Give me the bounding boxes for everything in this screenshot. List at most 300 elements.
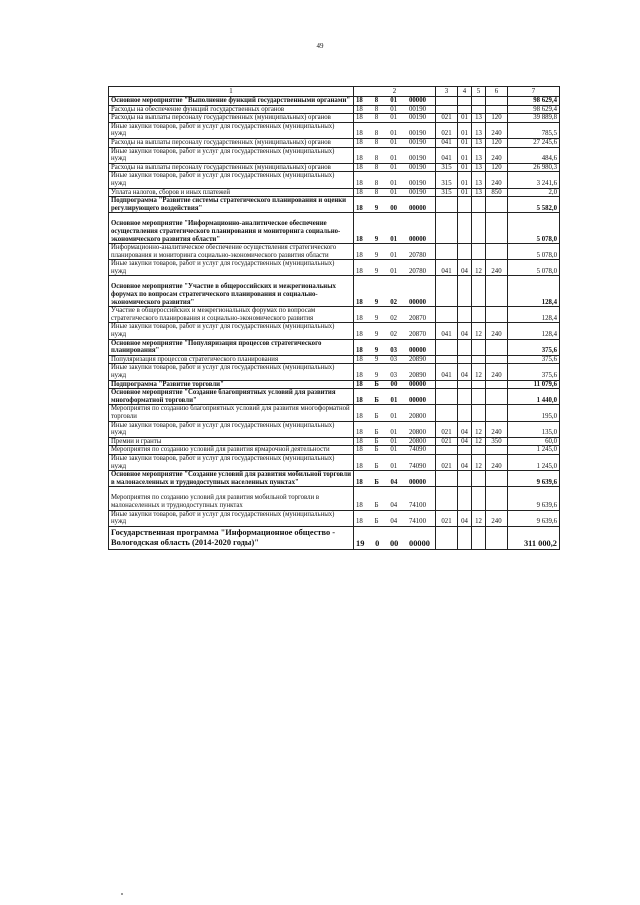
table-row: [109, 355, 560, 364]
row-amount: 375,6: [508, 339, 560, 355]
row-code-part: 9: [374, 204, 379, 212]
row-name-text: Подпрограмма "Развитие системы стратегического планирования и оценки регулирующего воздействия": [111, 197, 347, 212]
row-code-parts: [356, 130, 433, 138]
table-row: [109, 454, 560, 470]
row-code-parts: [356, 114, 433, 122]
row-code-part: 18: [356, 114, 363, 122]
table-row: [109, 163, 560, 172]
row-col-5: 13: [472, 138, 486, 147]
row-code-part: 18: [356, 372, 363, 379]
row-code-part: 20870: [409, 314, 426, 322]
row-code: [354, 197, 436, 213]
row-code-part: 18: [356, 437, 363, 445]
row-name-text: Основное мероприятие "Создание благоприятных условий для развития многоформатной торговли": [111, 389, 336, 404]
row-code-parts: [356, 479, 433, 487]
row-name-text: Подпрограмма "Развитие торговли": [111, 380, 224, 388]
row-name: [109, 213, 354, 244]
row-amount: 785,5: [508, 122, 560, 138]
row-code: [354, 380, 436, 389]
budget-table: [108, 86, 560, 550]
row-name: [109, 114, 354, 123]
row-col-4: 04: [458, 510, 472, 526]
row-col-4: 01: [458, 122, 472, 138]
row-code-part: 00000: [409, 97, 426, 104]
row-col-4: 04: [458, 454, 472, 470]
row-code: [354, 421, 436, 437]
row-code-part: 00000: [409, 298, 426, 306]
row-code-parts: [356, 397, 433, 405]
row-gap: [111, 276, 351, 283]
row-code-part: 00000: [409, 204, 426, 212]
row-code-parts: [356, 331, 433, 339]
row-code-part: 18: [356, 163, 363, 171]
row-code-part: 04: [390, 478, 398, 486]
row-amount: 5 078,0: [508, 213, 560, 244]
row-code-part: 8: [374, 155, 379, 163]
row-col-4: 04: [458, 421, 472, 437]
row-code-part: 00190: [409, 163, 426, 171]
row-col-6: [486, 339, 508, 355]
row-code: [354, 276, 436, 307]
row-col-6: [486, 389, 508, 405]
row-code-part: 9: [374, 372, 379, 379]
row-code-parts: [356, 106, 433, 114]
row-name: [109, 421, 354, 437]
row-code-part: 20780: [409, 251, 426, 259]
row-code-part: 01: [390, 412, 398, 420]
row-code: [354, 138, 436, 147]
row-col-4: [458, 526, 472, 549]
row-col-3: 021: [436, 122, 458, 138]
row-col-4: [458, 213, 472, 244]
row-col-6: [486, 487, 508, 510]
row-name-text: Иные закупки товаров, работ и услуг для государственных (муниципальных) нужд: [111, 147, 335, 163]
row-code-part: 00000: [408, 396, 426, 404]
table-row: [109, 260, 560, 276]
row-name-text: Иные закупки товаров, работ и услуг для государственных (муниципальных) нужд: [111, 260, 335, 275]
row-code-part: 18: [356, 396, 363, 404]
row-code: [354, 405, 436, 421]
row-col-6: [486, 471, 508, 487]
row-name: [109, 526, 354, 549]
table-row: [109, 364, 560, 380]
row-code: [354, 244, 436, 260]
row-code-part: Б: [374, 437, 379, 445]
row-code-parts: [356, 315, 433, 323]
row-col-4: 04: [458, 437, 472, 446]
row-col-6: 120: [486, 138, 508, 147]
row-code: [354, 188, 436, 197]
row-code: [354, 339, 436, 355]
row-code: [354, 147, 436, 163]
row-code-part: Б: [374, 412, 379, 420]
table-row: [109, 526, 560, 549]
row-name: [109, 276, 354, 307]
row-col-5: [472, 526, 486, 549]
row-col-3: 021: [436, 421, 458, 437]
table-row: [109, 510, 560, 526]
row-code-part: 04: [390, 501, 398, 509]
row-code-part: 18: [356, 155, 363, 163]
row-col-5: 13: [472, 172, 486, 188]
row-code-parts: [356, 438, 433, 446]
row-col-3: [436, 307, 458, 323]
row-code-part: 01: [390, 188, 397, 196]
row-name: [109, 188, 354, 197]
row-code: [354, 323, 436, 339]
row-col-4: [458, 355, 472, 364]
row-col-5: [472, 487, 486, 510]
row-code-part: 18: [356, 130, 363, 138]
header-col-7: 7: [508, 87, 560, 97]
row-code: [354, 355, 436, 364]
row-code: [354, 526, 436, 549]
row-name-text: Премии и гранты: [111, 437, 162, 445]
row-code-part: 03: [390, 372, 397, 379]
row-col-3: 021: [436, 454, 458, 470]
row-amount: 60,0: [508, 437, 560, 446]
row-col-3: [436, 487, 458, 510]
row-col-3: 315: [436, 188, 458, 197]
row-col-6: [486, 405, 508, 421]
row-col-5: [472, 197, 486, 213]
row-amount: 1 245,0: [508, 446, 560, 455]
row-name-text: Информационно-аналитическое обеспечение осуществления стратегического планирования и мониторинга социально-экономического развития области: [111, 244, 337, 259]
row-col-3: [436, 389, 458, 405]
row-code-part: 04: [390, 518, 398, 526]
page-number: 49: [316, 42, 324, 50]
row-col-5: 13: [472, 114, 486, 123]
row-code-part: 01: [390, 138, 397, 146]
table-row: [109, 307, 560, 323]
row-code-part: 02: [390, 314, 397, 322]
row-code-part: 01: [390, 429, 398, 437]
row-name-text: Участие в общероссийских и межрегиональных форумах по вопросам стратегического планирования и социально-экономического развития: [111, 307, 316, 322]
row-name-text: Расходы на обеспечение функций государственных органов: [111, 105, 285, 113]
row-code-parts: [356, 372, 433, 380]
row-code: [354, 122, 436, 138]
row-gap: [111, 213, 351, 220]
row-amount: 9 639,6: [508, 510, 560, 526]
row-col-4: [458, 197, 472, 213]
row-code-part: 18: [356, 429, 363, 437]
row-col-4: 01: [458, 188, 472, 197]
row-code: [354, 213, 436, 244]
row-col-6: [486, 97, 508, 106]
row-col-5: 13: [472, 163, 486, 172]
row-name: [109, 389, 354, 405]
table-row: [109, 471, 560, 487]
row-name-text: Мероприятия по созданию условий для развития мобильной торговли в малонаселенных и труднодоступных пунктах: [111, 494, 320, 509]
row-name: [109, 307, 354, 323]
row-code-part: 20780: [409, 267, 426, 275]
row-code-parts: [356, 164, 433, 172]
row-col-4: 04: [458, 323, 472, 339]
table-row: [109, 114, 560, 123]
row-col-5: 13: [472, 188, 486, 197]
row-amount: 375,6: [508, 355, 560, 364]
row-amount: 27 245,6: [508, 138, 560, 147]
row-amount: 484,6: [508, 147, 560, 163]
row-code-part: 01: [390, 267, 397, 275]
header-col-3: 3: [436, 87, 458, 97]
row-amount: 39 889,8: [508, 114, 560, 123]
row-col-4: [458, 446, 472, 455]
row-amount: 9 639,6: [508, 487, 560, 510]
row-col-3: 041: [436, 323, 458, 339]
row-code-part: 00190: [409, 138, 426, 146]
row-name-text: Иные закупки товаров, работ и услуг для государственных (муниципальных) нужд: [111, 510, 335, 526]
table-row: [109, 421, 560, 437]
row-code-part: 8: [374, 130, 379, 138]
row-code-parts: [356, 446, 433, 454]
row-name: [109, 437, 354, 446]
row-code-part: 18: [356, 380, 363, 388]
row-col-5: 12: [472, 364, 486, 380]
row-name-text: Популяризация процессов стратегического планирования: [111, 355, 279, 363]
row-col-5: 13: [472, 147, 486, 163]
row-code-part: 8: [374, 179, 379, 187]
row-code: [354, 510, 436, 526]
row-col-5: 12: [472, 437, 486, 446]
table-row: [109, 339, 560, 355]
row-col-5: 13: [472, 122, 486, 138]
table-row: [109, 105, 560, 114]
row-code-part: 18: [356, 314, 363, 322]
row-code-parts: [356, 155, 433, 163]
row-code-part: 00190: [409, 105, 426, 113]
row-amount: 5 078,0: [508, 260, 560, 276]
row-col-6: 240: [486, 323, 508, 339]
row-amount: 3 241,6: [508, 172, 560, 188]
row-amount: 5 078,0: [508, 244, 560, 260]
row-amount: 9 639,6: [508, 471, 560, 487]
row-col-5: 12: [472, 454, 486, 470]
row-code-parts: [356, 180, 433, 188]
row-code-part: 01: [390, 251, 397, 259]
row-code-part: 01: [390, 97, 397, 104]
row-name-text: Иные закупки товаров, работ и услуг для государственных (муниципальных) нужд: [111, 364, 335, 379]
row-code-part: 9: [374, 298, 379, 306]
row-col-6: 240: [486, 454, 508, 470]
row-code-part: Б: [374, 446, 379, 454]
table-row: [109, 213, 560, 244]
row-amount: 1 245,0: [508, 454, 560, 470]
row-code-parts: [356, 205, 433, 213]
row-code: [354, 260, 436, 276]
header-col-6: 6: [486, 87, 508, 97]
row-name: [109, 105, 354, 114]
row-code-parts: [356, 268, 433, 276]
row-amount: 128,4: [508, 307, 560, 323]
table-row: [109, 487, 560, 510]
row-name: [109, 487, 354, 510]
row-col-6: [486, 105, 508, 114]
row-name: [109, 122, 354, 138]
table-row: [109, 437, 560, 446]
row-code: [354, 105, 436, 114]
row-col-3: [436, 526, 458, 549]
table-row: [109, 97, 560, 106]
row-col-5: [472, 307, 486, 323]
row-name: [109, 323, 354, 339]
row-name: [109, 138, 354, 147]
row-col-5: [472, 471, 486, 487]
row-col-4: 04: [458, 260, 472, 276]
row-col-5: 12: [472, 510, 486, 526]
row-col-3: [436, 213, 458, 244]
row-code-part: 02: [390, 331, 397, 339]
row-col-3: 041: [436, 147, 458, 163]
row-col-6: 240: [486, 122, 508, 138]
row-code-part: 01: [390, 155, 397, 163]
row-code-part: 18: [356, 501, 363, 509]
row-col-3: 315: [436, 172, 458, 188]
row-code-part: 74100: [408, 501, 426, 509]
row-col-6: 850: [486, 188, 508, 197]
row-col-6: [486, 307, 508, 323]
row-code-part: 01: [390, 105, 397, 113]
row-code-parts: [356, 252, 433, 260]
row-col-5: [472, 213, 486, 244]
header-col-5: 5: [472, 87, 486, 97]
row-code-part: Б: [374, 518, 379, 526]
row-amount: 128,4: [508, 323, 560, 339]
row-code-part: 00000: [408, 478, 426, 486]
row-col-4: [458, 307, 472, 323]
table-row: [109, 323, 560, 339]
table-row: [109, 405, 560, 421]
row-code-part: 18: [356, 412, 363, 420]
row-code-part: 9: [374, 331, 379, 339]
row-col-4: 01: [458, 163, 472, 172]
row-col-4: [458, 405, 472, 421]
row-name-text: Уплата налогов, сборов и иных платежей: [111, 188, 231, 196]
row-code-part: 03: [390, 347, 397, 355]
row-name: [109, 405, 354, 421]
row-col-4: 01: [458, 114, 472, 123]
row-code-part: 9: [374, 314, 379, 322]
row-code-part: 9: [374, 347, 379, 355]
row-code-part: 18: [356, 138, 363, 146]
row-code: [354, 389, 436, 405]
row-code: [354, 114, 436, 123]
row-col-4: [458, 276, 472, 307]
row-code-part: 8: [374, 163, 379, 171]
row-code-part: 02: [390, 298, 397, 306]
row-code-part: 01: [390, 114, 397, 122]
row-name: [109, 260, 354, 276]
row-amount: 98 629,4: [508, 97, 560, 106]
row-code: [354, 364, 436, 380]
row-name: [109, 471, 354, 487]
row-code-part: 18: [356, 347, 363, 355]
row-code: [354, 487, 436, 510]
header-col-2: 2: [354, 87, 436, 97]
row-name: [109, 510, 354, 526]
row-name: [109, 244, 354, 260]
row-amount: 375,6: [508, 364, 560, 380]
row-code-parts: [356, 97, 433, 105]
row-col-6: 240: [486, 172, 508, 188]
row-col-6: [486, 380, 508, 389]
row-col-6: [486, 526, 508, 549]
row-code-part: 20800: [408, 429, 426, 437]
row-col-4: [458, 471, 472, 487]
row-name: [109, 197, 354, 213]
row-col-3: [436, 380, 458, 389]
row-col-4: [458, 487, 472, 510]
row-name: [109, 380, 354, 389]
header-col-1: 1: [109, 87, 354, 97]
row-name-text: Мероприятия по созданию благоприятных условий для развития многоформатной торговли: [111, 405, 350, 420]
row-code-part: 8: [374, 105, 379, 113]
row-code-parts: [356, 236, 433, 244]
table-row: [109, 197, 560, 213]
row-code-part: 01: [390, 446, 398, 454]
table-row: [109, 138, 560, 147]
row-code: [354, 163, 436, 172]
row-name: [109, 172, 354, 188]
row-code-part: 18: [356, 446, 363, 454]
row-col-4: [458, 380, 472, 389]
row-code-part: 01: [390, 396, 398, 404]
row-col-3: [436, 197, 458, 213]
row-code-part: 00190: [409, 179, 426, 187]
table-row: [109, 446, 560, 455]
row-gap: [111, 487, 351, 494]
row-code-part: 01: [390, 179, 397, 187]
row-code-part: Б: [374, 396, 379, 404]
row-col-4: [458, 389, 472, 405]
row-code-parts: [356, 356, 433, 364]
row-name: [109, 163, 354, 172]
row-code-part: 0: [375, 538, 380, 548]
row-name: [109, 97, 354, 106]
row-col-3: 021: [436, 114, 458, 123]
row-code-part: 18: [356, 355, 363, 363]
row-name-text: Основное мероприятие "Создание условий для развития мобильной торговли в малонаселенных и труднодоступных населенных пунктах": [111, 471, 351, 486]
row-code: [354, 454, 436, 470]
row-code-part: Б: [374, 478, 379, 486]
row-code-part: 18: [356, 478, 363, 486]
row-col-4: [458, 97, 472, 106]
row-code-part: 00000: [408, 380, 426, 388]
table-row: [109, 147, 560, 163]
row-name-text: Расходы на выплаты персоналу государственных (муниципальных) органов: [111, 163, 331, 171]
row-code-part: Б: [374, 380, 379, 388]
row-col-6: [486, 197, 508, 213]
row-col-6: 120: [486, 163, 508, 172]
row-code: [354, 97, 436, 106]
row-name-text: Основное мероприятие "Популяризация процессов стратегического планирования": [111, 339, 322, 355]
row-col-5: [472, 97, 486, 106]
row-code-part: 18: [356, 267, 363, 275]
row-col-3: [436, 405, 458, 421]
row-amount: 2,0: [508, 188, 560, 197]
row-code-part: 9: [374, 235, 379, 243]
row-code-part: 9: [374, 355, 379, 363]
row-code-part: 00: [390, 380, 398, 388]
row-col-5: 12: [472, 260, 486, 276]
row-col-5: [472, 105, 486, 114]
row-code-part: 9: [374, 251, 379, 259]
row-amount: 5 582,0: [508, 197, 560, 213]
row-code-part: Б: [374, 501, 379, 509]
row-col-6: 240: [486, 147, 508, 163]
row-code-part: 20800: [408, 412, 426, 420]
row-code-part: 01: [390, 163, 397, 171]
